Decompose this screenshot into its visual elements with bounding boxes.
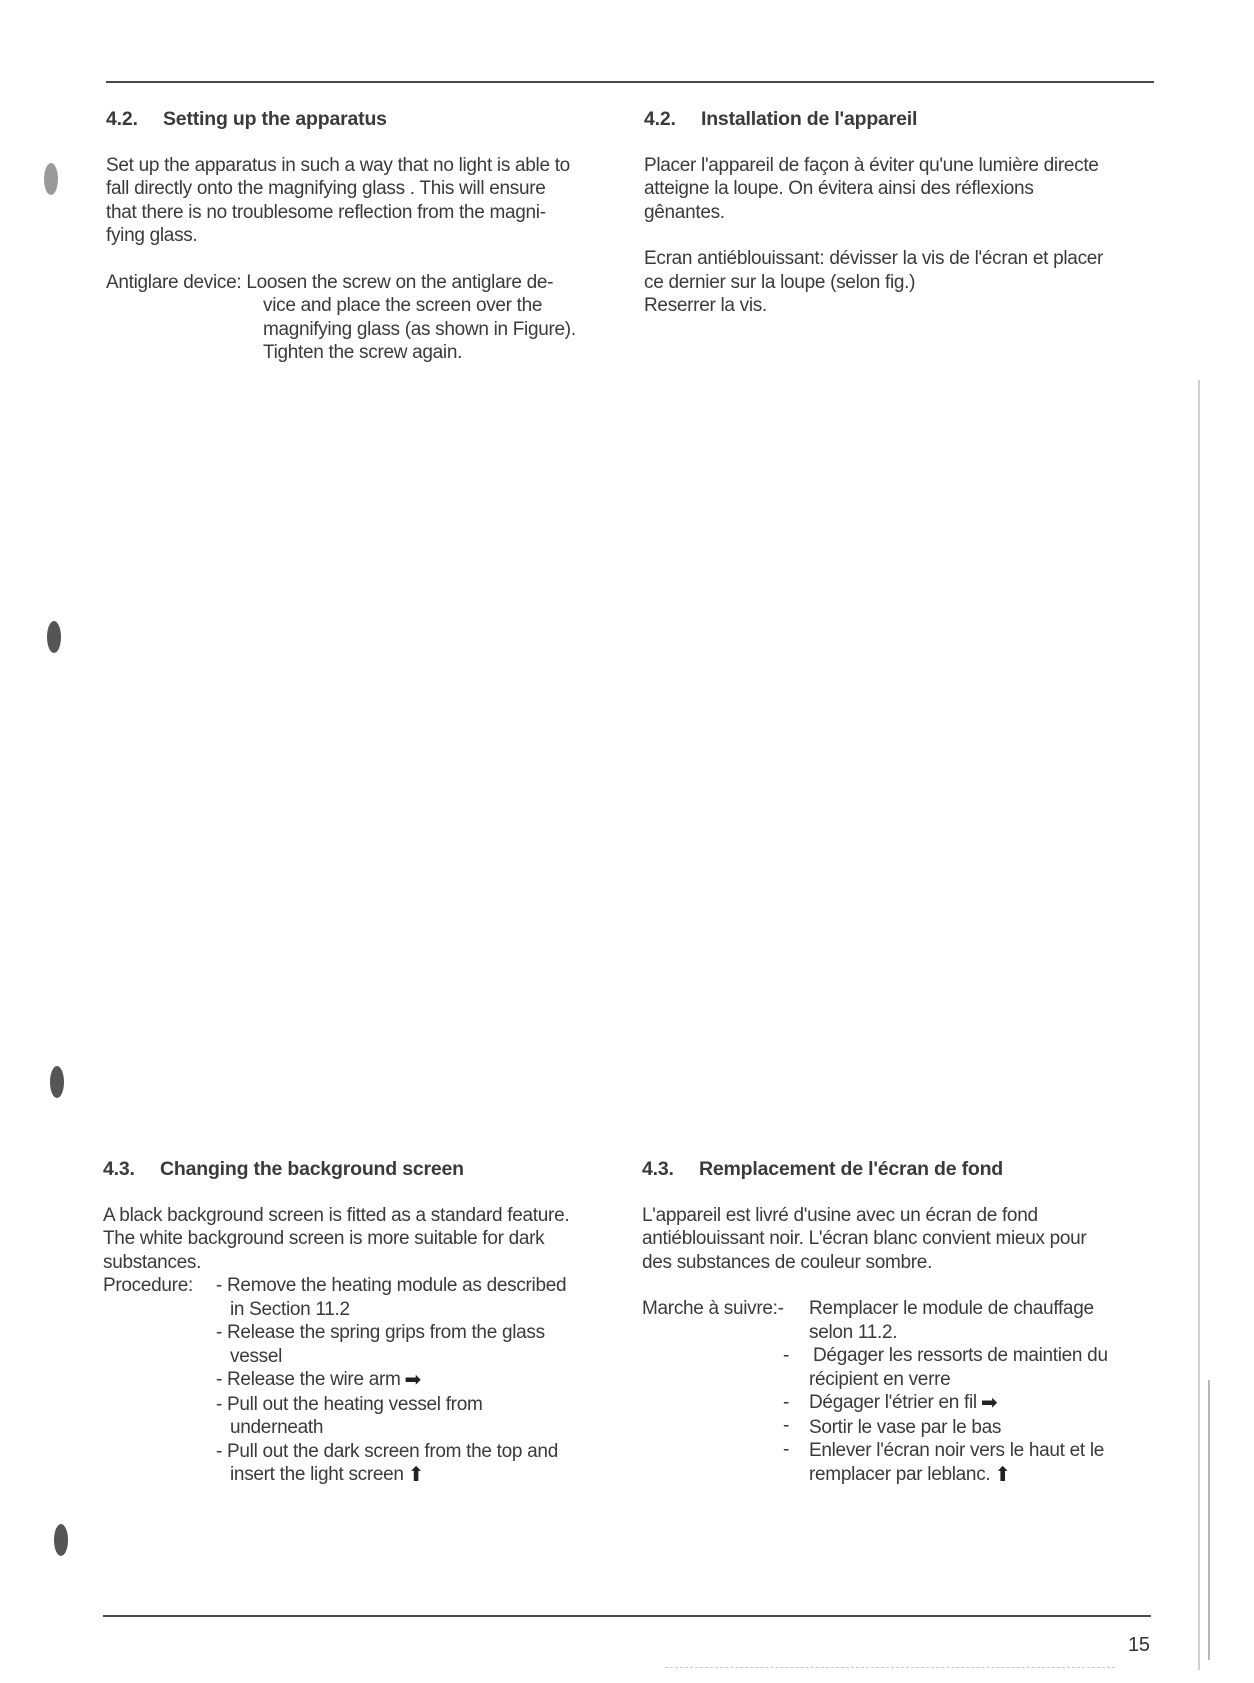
section-number: 4.2. (106, 108, 138, 130)
text-line: fying glass. (106, 225, 198, 246)
list-item (809, 1297, 1108, 1344)
text-line: Tighten the screw again. (263, 342, 463, 363)
text-line: Remplacer le module de chauffage (809, 1298, 1094, 1319)
section-4-2-english (106, 108, 606, 365)
section-heading (103, 1158, 603, 1182)
list-item (216, 1440, 566, 1488)
dash: - (783, 1392, 790, 1413)
bottom-rule (103, 1615, 1151, 1617)
procedure (103, 1274, 603, 1488)
text-line: fall directly onto the magnifying glass . This will ensure (106, 178, 546, 199)
text-line: - Pull out the heating vessel from (216, 1393, 483, 1415)
section-title: Changing the background screen (160, 1158, 464, 1180)
list-item (216, 1321, 566, 1368)
paragraph (644, 247, 1144, 318)
page-edge-shadow (1198, 380, 1200, 1670)
text-fragment: remplacer par leblanc. (809, 1463, 991, 1485)
paragraph (106, 154, 606, 248)
text-line: ce dernier sur la loupe (selon fig.) (644, 271, 916, 293)
list-item (216, 1368, 566, 1393)
dash: - (783, 1345, 790, 1366)
text-line: des substances de couleur sombre. (642, 1251, 933, 1273)
section-number: 4.3. (103, 1158, 135, 1180)
text-line: L'appareil est livré d'usine avec un écran de fond (642, 1204, 1038, 1226)
section-heading (642, 1158, 1162, 1182)
list-item (216, 1274, 566, 1321)
text-line: Enlever l'écran noir vers le haut et le (809, 1440, 1105, 1461)
punch-hole (47, 621, 61, 653)
section-4-2-french (644, 108, 1144, 318)
punch-hole (44, 163, 58, 195)
antiglare-paragraph (106, 271, 606, 365)
text-line: substances. (103, 1251, 202, 1273)
text-line: - Pull out the dark screen from the top and (216, 1440, 558, 1462)
list-item (216, 1393, 566, 1440)
text-line: - Release the spring grips from the glass (216, 1322, 545, 1343)
text-fragment: Loosen the screw on the antiglare de- (246, 271, 554, 293)
text-line: atteigne la loupe. On évitera ainsi des réflexions (644, 178, 1034, 199)
procedure (642, 1297, 1162, 1487)
text-line: underneath (230, 1417, 324, 1438)
section-title: Installation de l'appareil (701, 108, 918, 130)
punch-hole (54, 1524, 68, 1556)
antiglare-label: Antiglare device: (106, 271, 242, 293)
list-item (809, 1344, 1108, 1391)
text-line: selon 11.2. (809, 1321, 898, 1343)
list-item (809, 1439, 1108, 1487)
page-edge-shadow-2 (1208, 1380, 1210, 1660)
procedure-steps (216, 1274, 566, 1488)
text-line: Set up the apparatus in such a way that no light is able to (106, 154, 570, 176)
paragraph (642, 1204, 1162, 1275)
text-line: - Remove the heating module as described (216, 1275, 567, 1296)
text-line: récipient en verre (809, 1368, 951, 1390)
list-item (809, 1416, 1108, 1440)
text-line: The white background screen is more suitable for dark (103, 1228, 545, 1249)
text-fragment: insert the light screen (230, 1464, 404, 1485)
text-fragment: - Release the wire arm (216, 1369, 401, 1390)
text-line: vice and place the screen over the (263, 295, 543, 316)
text-line: Ecran antiéblouissant: dévisser la vis de l'écran et placer (644, 248, 1104, 269)
text-line (216, 1463, 566, 1488)
page-number: 15 (1128, 1634, 1150, 1656)
top-rule (106, 81, 1154, 83)
section-title: Setting up the apparatus (163, 108, 387, 130)
text-line (216, 1368, 566, 1393)
text-line: Sortir le vase par le bas (809, 1416, 1002, 1438)
section-title: Remplacement de l'écran de fond (699, 1158, 1004, 1180)
procedure-label: Procedure: (103, 1275, 193, 1296)
list-item (809, 1391, 1108, 1416)
text-line (809, 1463, 1108, 1488)
text-line: Reserrer la vis. (644, 295, 767, 316)
text-line: vessel (230, 1345, 283, 1367)
text-fragment: Dégager l'étrier en fil (809, 1392, 977, 1413)
scan-artifact (665, 1667, 1115, 1669)
arrow-right-icon: ➡ (980, 1392, 998, 1414)
punch-hole (50, 1066, 64, 1098)
dash: - (783, 1415, 790, 1436)
text-line: Dégager les ressorts de maintien du (813, 1345, 1108, 1366)
text-line (809, 1391, 1108, 1416)
procedure-steps (809, 1297, 1108, 1487)
text-line: gênantes. (644, 201, 725, 223)
text-line: that there is no troublesome reflection from the magni- (106, 201, 546, 223)
section-heading (106, 108, 606, 132)
text-line (106, 271, 606, 295)
arrow-right-icon: ➡ (404, 1369, 421, 1391)
procedure-label: Marche à suivre:- (642, 1298, 784, 1319)
paragraph (644, 154, 1144, 225)
text-line: A black background screen is fitted as a standard feature. (103, 1204, 570, 1226)
text-line: magnifying glass (as shown in Figure). (263, 318, 576, 340)
section-number: 4.3. (642, 1158, 674, 1180)
text-line: in Section 11.2 (230, 1298, 350, 1320)
section-4-3-english (103, 1158, 603, 1488)
procedure-label-column (642, 1297, 809, 1487)
section-number: 4.2. (644, 108, 676, 130)
section-heading (644, 108, 1144, 132)
arrow-up-icon: ⬆ (407, 1464, 425, 1486)
text-line: antiéblouissant noir. L'écran blanc convient mieux pour (642, 1228, 1087, 1249)
dash: - (783, 1439, 790, 1460)
section-4-3-french (642, 1158, 1162, 1487)
paragraph (103, 1204, 603, 1275)
arrow-up-icon: ⬆ (994, 1463, 1011, 1486)
text-line: Placer l'appareil de façon à éviter qu'une lumière directe (644, 154, 1099, 176)
